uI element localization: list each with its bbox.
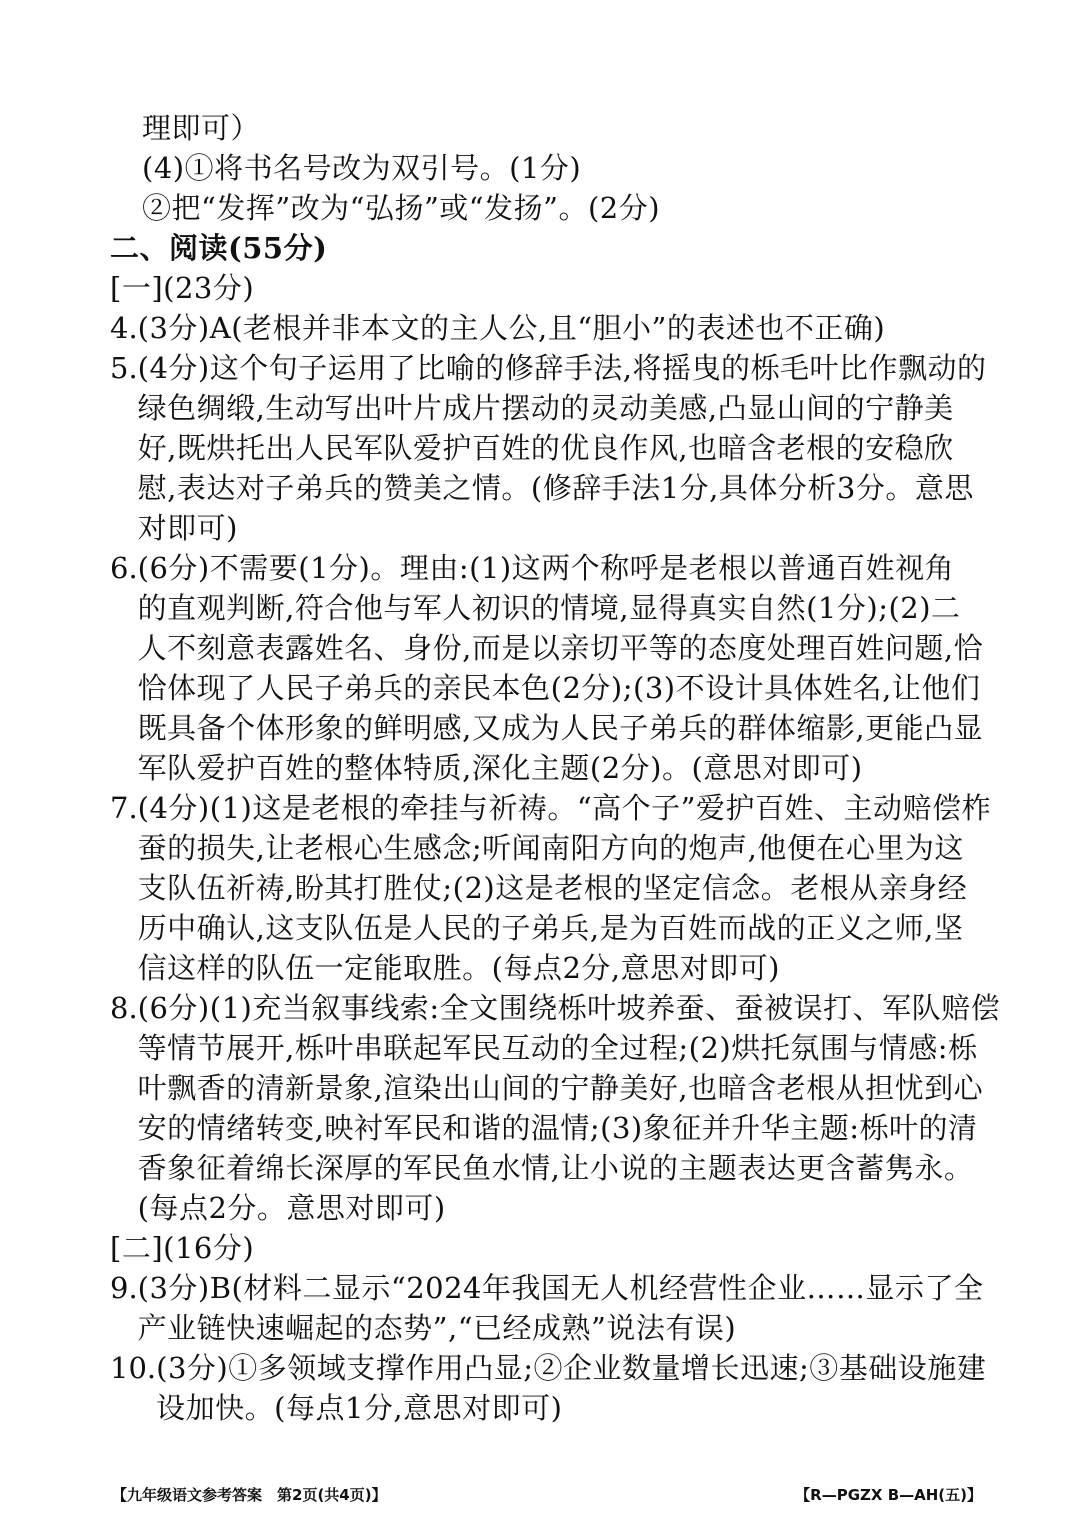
answer-line: 好,既烘托出人民军队爱护百姓的优良作风,也暗含老根的安稳欣	[137, 431, 954, 465]
answer-line: 等情节展开,栎叶串联起军民互动的全过程;(2)烘托氛围与情感:栎	[137, 1031, 978, 1065]
answer-line: 慰,表达对子弟兵的赞美之情。(修辞手法1分,具体分析3分。意思	[137, 471, 974, 505]
answer-4-2: ②把“发挥”改为“弘扬”或“发扬”。(2分)	[142, 191, 661, 225]
question-number: 7.	[110, 791, 138, 825]
question-number: 6.	[110, 551, 138, 585]
answer-line: 叶飘香的清新景象,渲染出山间的宁静美好,也暗含老根从担忧到心	[137, 1071, 984, 1105]
question-number: 10.	[110, 1351, 157, 1385]
answer-line: 绿色绸缎,生动写出叶片成片摆动的灵动美感,凸显山间的宁静美	[137, 391, 954, 425]
answer-line: 既具备个体形象的鲜明感,又成为人民子弟兵的群体缩影,更能凸显	[137, 711, 984, 745]
answer-line: 对即可)	[137, 511, 238, 545]
question-number: 8.	[110, 991, 138, 1025]
question-8	[110, 988, 1001, 1228]
answer-line: 人不刻意表露姓名、身份,而是以亲切平等的态度处理百姓问题,恰	[137, 631, 984, 665]
question-7	[110, 788, 990, 988]
answer-line: 历中确认,这支队伍是人民的子弟兵,是为百姓而战的正义之师,坚	[137, 911, 964, 945]
question-number: 9.	[110, 1271, 138, 1305]
answer-line: (每点2分。意思对即可)	[137, 1191, 446, 1225]
answer-line: 设加快。(每点1分,意思对即可)	[156, 1391, 563, 1425]
continued-answer-line: 理即可）	[142, 111, 261, 145]
footer-code: 【R—PGZX B—AH(五)】	[795, 1486, 982, 1504]
answer-line: 支队伍祈祷,盼其打胜仗;(2)这是老根的坚定信念。老根从亲身经	[137, 871, 968, 905]
answer-line: (3分)B(材料二显示“2024年我国无人机经营性企业……显示了全	[137, 1271, 984, 1305]
answer-line: (3分)A(老根并非本文的主人公,且“胆小”的表述也不正确)	[137, 311, 886, 345]
page-footer	[112, 1484, 982, 1505]
answer-line: (3分)①多领域支撑作用凸显;②企业数量增长迅速;③基础设施建	[156, 1351, 987, 1385]
answer-line: 产业链快速崛起的态势”,“已经成熟”说法有误)	[137, 1311, 737, 1345]
answer-line: 军队爱护百姓的整体特质,深化主题(2分)。(意思对即可)	[137, 751, 863, 785]
question-6	[110, 548, 990, 788]
answer-line: (4分)(1)这是老根的牵挂与祈祷。“高个子”爱护百姓、主动赔偿柞	[137, 791, 991, 825]
answer-line: (6分)不需要(1分)。理由:(1)这两个称呼是老根以普通百姓视角	[137, 551, 955, 585]
answer-line: 香象征着绵长深厚的军民鱼水情,让小说的主题表达更含蓄隽永。	[137, 1151, 974, 1185]
part-2-title: [二](16分)	[110, 1231, 255, 1265]
answer-line: (6分)(1)充当叙事线索:全文围绕栎叶坡养蚕、蚕被误打、军队赔偿	[137, 991, 1001, 1025]
question-number: 4.	[110, 311, 138, 345]
answer-line: (4分)这个句子运用了比喻的修辞手法,将摇曳的栎毛叶比作飘动的	[137, 351, 987, 385]
answer-line: 的直观判断,符合他与军人初识的情境,显得真实自然(1分);(2)二	[137, 591, 961, 625]
question-number: 5.	[110, 351, 138, 385]
question-9	[110, 1268, 990, 1348]
answer-line: 信这样的队伍一定能取胜。(每点2分,意思对即可)	[137, 951, 780, 985]
question-4	[110, 308, 990, 348]
answer-line: 恰体现了人民子弟兵的亲民本色(2分);(3)不设计具体姓名,让他们	[137, 671, 981, 705]
answer-line: 蚕的损失,让老根心生感念;听闻南阳方向的炮声,他便在心里为这	[137, 831, 964, 865]
part-1-title: [一](23分)	[110, 271, 255, 305]
question-10	[110, 1348, 990, 1428]
answer-4-1: (4)①将书名号改为双引号。(1分)	[142, 151, 582, 185]
section-reading-title: 二、阅读(55分)	[110, 231, 328, 265]
answer-line: 安的情绪转变,映衬军民和谐的温情;(3)象征并升华主题:栎叶的清	[137, 1111, 978, 1145]
footer-page-info: 【九年级语文参考答案 第2页(共4页)】	[112, 1486, 387, 1504]
answer-content	[110, 108, 1001, 1428]
question-5	[110, 348, 990, 548]
